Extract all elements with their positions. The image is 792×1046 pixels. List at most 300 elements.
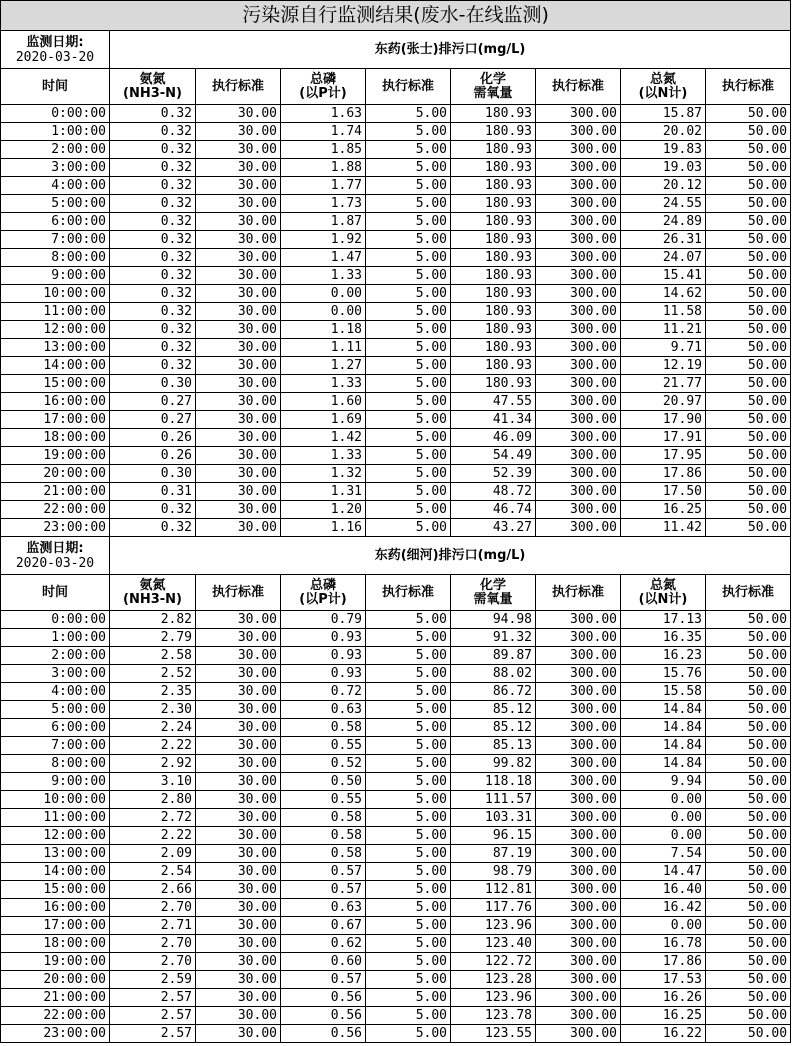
table-row [1,483,791,501]
cell-cod-std: 300.00 [536,249,621,267]
cell-tp-std: 5.00 [366,465,451,483]
cell-cod: 99.82 [451,755,536,773]
cell-nh3n-std: 30.00 [196,1025,281,1043]
cell-cod: 87.19 [451,845,536,863]
header-standard: 执行标准 [366,69,451,105]
table-row [1,177,791,195]
cell-tn: 17.53 [621,971,706,989]
cell-cod-std: 300.00 [536,123,621,141]
cell-tn-std: 50.00 [706,863,791,881]
cell-tn: 19.83 [621,141,706,159]
table-row [1,755,791,773]
header-cod [451,575,536,611]
cell-tn: 20.02 [621,123,706,141]
cell-cod: 88.02 [451,665,536,683]
cell-tn: 24.89 [621,213,706,231]
cell-nh3n-std: 30.00 [196,249,281,267]
cell-nh3n-std: 30.00 [196,809,281,827]
monitoring-date-label: 监测日期: [26,34,84,50]
cell-tn-std: 50.00 [706,665,791,683]
cell-tp-std: 5.00 [366,1025,451,1043]
cell-time: 13:00:00 [1,845,110,863]
cell-tn: 15.87 [621,105,706,123]
cell-cod: 180.93 [451,375,536,393]
cell-nh3n: 2.57 [110,1025,196,1043]
header-total-nitrogen [621,69,706,105]
cell-tp: 0.57 [281,863,366,881]
cell-tn-std: 50.00 [706,177,791,195]
cell-tn: 14.62 [621,285,706,303]
cell-time: 23:00:00 [1,519,110,537]
header-total-nitrogen [621,575,706,611]
cell-cod: 123.96 [451,989,536,1007]
cell-cod-std: 300.00 [536,737,621,755]
table-row [1,447,791,465]
cell-tn: 14.47 [621,863,706,881]
cell-cod: 180.93 [451,321,536,339]
cell-tn: 16.42 [621,899,706,917]
cell-tp-std: 5.00 [366,719,451,737]
cell-nh3n-std: 30.00 [196,953,281,971]
cell-cod-std: 300.00 [536,231,621,249]
cell-nh3n: 0.32 [110,267,196,285]
cell-cod: 96.15 [451,827,536,845]
cell-tp-std: 5.00 [366,501,451,519]
cell-tp: 0.56 [281,1007,366,1025]
cell-cod: 180.93 [451,159,536,177]
cell-cod: 180.93 [451,141,536,159]
cell-nh3n: 2.70 [110,935,196,953]
table-row [1,231,791,249]
table-row [1,701,791,719]
table-row [1,989,791,1007]
table-row [1,737,791,755]
cell-nh3n: 2.59 [110,971,196,989]
cell-tp-std: 5.00 [366,195,451,213]
table-row [1,285,791,303]
cell-cod: 123.40 [451,935,536,953]
cell-tn-std: 50.00 [706,791,791,809]
cell-tp-std: 5.00 [366,611,451,629]
cell-tn: 11.42 [621,519,706,537]
cell-nh3n-std: 30.00 [196,989,281,1007]
monitoring-date-value: 2020-03-20 [15,49,95,65]
cell-tp: 0.58 [281,719,366,737]
table-row [1,501,791,519]
cell-cod: 85.12 [451,701,536,719]
cell-tp-std: 5.00 [366,773,451,791]
header-total-nitrogen-line1: 总氮 [649,577,676,593]
cell-tn-std: 50.00 [706,249,791,267]
cell-nh3n: 0.32 [110,231,196,249]
cell-time: 6:00:00 [1,719,110,737]
cell-tn: 16.78 [621,935,706,953]
cell-nh3n-std: 30.00 [196,285,281,303]
header-standard: 执行标准 [536,575,621,611]
cell-nh3n: 2.22 [110,827,196,845]
cell-nh3n: 2.70 [110,953,196,971]
cell-nh3n-std: 30.00 [196,899,281,917]
cell-nh3n-std: 30.00 [196,701,281,719]
table-row [1,809,791,827]
cell-cod-std: 300.00 [536,447,621,465]
cell-tn: 17.13 [621,611,706,629]
cell-tp: 0.57 [281,881,366,899]
cell-cod: 180.93 [451,267,536,285]
cell-time: 22:00:00 [1,1007,110,1025]
cell-tn-std: 50.00 [706,267,791,285]
cell-tp-std: 5.00 [366,285,451,303]
cell-nh3n: 0.32 [110,195,196,213]
table-row [1,411,791,429]
cell-cod-std: 300.00 [536,519,621,537]
cell-tp: 1.16 [281,519,366,537]
cell-time: 14:00:00 [1,357,110,375]
cell-nh3n-std: 30.00 [196,501,281,519]
cell-nh3n: 2.71 [110,917,196,935]
cell-cod-std: 300.00 [536,647,621,665]
table-row [1,881,791,899]
cell-tp-std: 5.00 [366,231,451,249]
header-total-phosphorus-line2: (以P计) [299,591,347,607]
cell-cod: 112.81 [451,881,536,899]
cell-cod: 180.93 [451,303,536,321]
cell-time: 12:00:00 [1,321,110,339]
cell-nh3n: 2.35 [110,683,196,701]
cell-time: 18:00:00 [1,429,110,447]
cell-time: 22:00:00 [1,501,110,519]
cell-tn: 21.77 [621,375,706,393]
cell-cod: 89.87 [451,647,536,665]
table-row [1,1007,791,1025]
cell-tp-std: 5.00 [366,845,451,863]
cell-nh3n-std: 30.00 [196,881,281,899]
cell-tp: 0.52 [281,755,366,773]
cell-nh3n: 0.32 [110,321,196,339]
cell-nh3n-std: 30.00 [196,465,281,483]
cell-time: 2:00:00 [1,141,110,159]
cell-cod: 103.31 [451,809,536,827]
cell-tp-std: 5.00 [366,701,451,719]
cell-tn: 16.40 [621,881,706,899]
outlet-name: 东药(张士)排污口(mg/L) [110,31,791,69]
cell-time: 4:00:00 [1,683,110,701]
cell-cod: 180.93 [451,339,536,357]
cell-time: 13:00:00 [1,339,110,357]
cell-tn-std: 50.00 [706,629,791,647]
cell-nh3n: 2.30 [110,701,196,719]
cell-time: 17:00:00 [1,917,110,935]
cell-tn-std: 50.00 [706,935,791,953]
cell-nh3n: 0.26 [110,429,196,447]
cell-tn: 16.35 [621,629,706,647]
cell-cod-std: 300.00 [536,953,621,971]
header-total-nitrogen-line2: (以N计) [638,85,688,101]
cell-tn: 20.12 [621,177,706,195]
cell-tp-std: 5.00 [366,177,451,195]
cell-tp-std: 5.00 [366,375,451,393]
cell-tn-std: 50.00 [706,809,791,827]
cell-cod-std: 300.00 [536,899,621,917]
cell-tn-std: 50.00 [706,845,791,863]
cell-tp: 1.63 [281,105,366,123]
cell-cod: 46.74 [451,501,536,519]
cell-cod-std: 300.00 [536,321,621,339]
cell-cod-std: 300.00 [536,159,621,177]
cell-tp: 1.33 [281,447,366,465]
cell-tp-std: 5.00 [366,429,451,447]
cell-tp-std: 5.00 [366,483,451,501]
cell-tp: 0.57 [281,971,366,989]
cell-cod-std: 300.00 [536,845,621,863]
cell-cod: 180.93 [451,249,536,267]
cell-cod: 180.93 [451,357,536,375]
cell-time: 15:00:00 [1,375,110,393]
cell-cod-std: 300.00 [536,105,621,123]
cell-nh3n-std: 30.00 [196,339,281,357]
header-standard: 执行标准 [706,69,791,105]
table-row [1,827,791,845]
cell-nh3n-std: 30.00 [196,971,281,989]
header-total-phosphorus-line1: 总磷 [309,71,336,87]
cell-tp: 1.11 [281,339,366,357]
cell-cod-std: 300.00 [536,863,621,881]
cell-tp-std: 5.00 [366,1007,451,1025]
cell-time: 3:00:00 [1,665,110,683]
cell-nh3n: 0.31 [110,483,196,501]
monitoring-date-label: 监测日期: [26,540,84,556]
cell-time: 10:00:00 [1,285,110,303]
cell-tp: 1.87 [281,213,366,231]
cell-tp-std: 5.00 [366,249,451,267]
cell-tp: 0.63 [281,701,366,719]
cell-tp-std: 5.00 [366,141,451,159]
cell-nh3n-std: 30.00 [196,1007,281,1025]
cell-nh3n: 2.70 [110,899,196,917]
cell-tp: 0.72 [281,683,366,701]
header-standard: 执行标准 [706,575,791,611]
table-row [1,647,791,665]
cell-cod-std: 300.00 [536,483,621,501]
monitoring-date-cell [1,31,110,69]
table-row [1,303,791,321]
cell-tn-std: 50.00 [706,357,791,375]
cell-tp: 1.33 [281,267,366,285]
cell-tp: 1.85 [281,141,366,159]
cell-nh3n-std: 30.00 [196,773,281,791]
cell-tp: 0.55 [281,737,366,755]
cell-tn-std: 50.00 [706,881,791,899]
cell-tn: 9.94 [621,773,706,791]
cell-tp-std: 5.00 [366,647,451,665]
cell-time: 4:00:00 [1,177,110,195]
cell-tn: 14.84 [621,755,706,773]
column-header-row [1,575,791,611]
cell-tn-std: 50.00 [706,393,791,411]
cell-cod-std: 300.00 [536,683,621,701]
cell-tn-std: 50.00 [706,141,791,159]
cell-cod-std: 300.00 [536,827,621,845]
cell-tp-std: 5.00 [366,881,451,899]
cell-nh3n-std: 30.00 [196,917,281,935]
cell-tp: 0.00 [281,303,366,321]
cell-nh3n-std: 30.00 [196,267,281,285]
cell-tn: 16.23 [621,647,706,665]
cell-nh3n: 3.10 [110,773,196,791]
cell-tp: 1.74 [281,123,366,141]
cell-nh3n-std: 30.00 [196,429,281,447]
cell-cod-std: 300.00 [536,429,621,447]
table-row [1,719,791,737]
table-row [1,375,791,393]
cell-cod: 180.93 [451,213,536,231]
cell-tp-std: 5.00 [366,899,451,917]
cell-nh3n-std: 30.00 [196,177,281,195]
cell-tn-std: 50.00 [706,447,791,465]
cell-nh3n: 0.32 [110,141,196,159]
cell-cod-std: 300.00 [536,611,621,629]
cell-nh3n: 2.79 [110,629,196,647]
table-row [1,519,791,537]
cell-cod-std: 300.00 [536,971,621,989]
cell-tn: 15.41 [621,267,706,285]
cell-tp-std: 5.00 [366,123,451,141]
table-row [1,465,791,483]
cell-nh3n: 0.27 [110,393,196,411]
cell-nh3n: 2.80 [110,791,196,809]
cell-time: 20:00:00 [1,465,110,483]
cell-tn-std: 50.00 [706,701,791,719]
cell-time: 21:00:00 [1,483,110,501]
cell-cod-std: 300.00 [536,773,621,791]
cell-tn: 14.84 [621,701,706,719]
cell-nh3n: 2.52 [110,665,196,683]
cell-time: 16:00:00 [1,899,110,917]
cell-tn-std: 50.00 [706,429,791,447]
cell-tn-std: 50.00 [706,719,791,737]
cell-tp: 1.18 [281,321,366,339]
cell-tn: 0.00 [621,791,706,809]
header-time: 时间 [1,69,110,105]
cell-tp: 0.93 [281,665,366,683]
cell-cod-std: 300.00 [536,177,621,195]
cell-tn: 17.90 [621,411,706,429]
cell-time: 18:00:00 [1,935,110,953]
cell-nh3n: 0.32 [110,249,196,267]
cell-tp-std: 5.00 [366,665,451,683]
cell-cod: 54.49 [451,447,536,465]
cell-tn-std: 50.00 [706,971,791,989]
cell-nh3n-std: 30.00 [196,231,281,249]
cell-tn: 0.00 [621,827,706,845]
cell-cod-std: 300.00 [536,339,621,357]
cell-time: 15:00:00 [1,881,110,899]
cell-tp-std: 5.00 [366,683,451,701]
cell-nh3n-std: 30.00 [196,683,281,701]
cell-nh3n-std: 30.00 [196,647,281,665]
cell-cod: 123.28 [451,971,536,989]
cell-nh3n: 0.32 [110,177,196,195]
section-header-row [1,537,791,575]
cell-time: 20:00:00 [1,971,110,989]
cell-tp: 1.73 [281,195,366,213]
table-row [1,611,791,629]
cell-tn-std: 50.00 [706,917,791,935]
cell-nh3n-std: 30.00 [196,827,281,845]
cell-time: 14:00:00 [1,863,110,881]
header-nh3n-line1: 氨氮 [139,577,166,593]
cell-nh3n-std: 30.00 [196,935,281,953]
cell-nh3n: 2.92 [110,755,196,773]
cell-cod: 91.32 [451,629,536,647]
cell-cod-std: 300.00 [536,303,621,321]
cell-tn: 17.86 [621,953,706,971]
cell-nh3n-std: 30.00 [196,845,281,863]
header-time: 时间 [1,575,110,611]
header-standard: 执行标准 [196,575,281,611]
cell-tp-std: 5.00 [366,755,451,773]
cell-tn-std: 50.00 [706,105,791,123]
cell-tp-std: 5.00 [366,863,451,881]
cell-cod-std: 300.00 [536,357,621,375]
cell-cod-std: 300.00 [536,629,621,647]
cell-cod: 94.98 [451,611,536,629]
cell-tp: 0.55 [281,791,366,809]
cell-tn-std: 50.00 [706,231,791,249]
cell-cod: 180.93 [451,177,536,195]
cell-time: 3:00:00 [1,159,110,177]
cell-nh3n-std: 30.00 [196,195,281,213]
table-row [1,339,791,357]
header-nh3n-line2: (NH3-N) [123,85,182,101]
cell-tp-std: 5.00 [366,411,451,429]
cell-tn: 16.25 [621,1007,706,1025]
cell-nh3n-std: 30.00 [196,755,281,773]
cell-time: 17:00:00 [1,411,110,429]
cell-tp: 0.62 [281,935,366,953]
table-row [1,971,791,989]
cell-cod-std: 300.00 [536,213,621,231]
cell-tp: 1.27 [281,357,366,375]
cell-tn: 11.58 [621,303,706,321]
cell-cod: 117.76 [451,899,536,917]
cell-nh3n-std: 30.00 [196,303,281,321]
cell-nh3n-std: 30.00 [196,141,281,159]
cell-tn: 19.03 [621,159,706,177]
cell-tn-std: 50.00 [706,827,791,845]
header-cod-line2: 需氧量 [473,591,513,607]
cell-cod: 118.18 [451,773,536,791]
cell-time: 23:00:00 [1,1025,110,1043]
cell-tn-std: 50.00 [706,285,791,303]
table-row [1,899,791,917]
cell-tn-std: 50.00 [706,375,791,393]
cell-nh3n: 2.82 [110,611,196,629]
cell-nh3n: 0.32 [110,501,196,519]
table-row [1,393,791,411]
table-row [1,953,791,971]
cell-cod: 123.96 [451,917,536,935]
cell-nh3n-std: 30.00 [196,105,281,123]
cell-tn-std: 50.00 [706,1007,791,1025]
cell-nh3n-std: 30.00 [196,411,281,429]
cell-cod-std: 300.00 [536,411,621,429]
cell-nh3n-std: 30.00 [196,483,281,501]
cell-time: 5:00:00 [1,195,110,213]
cell-nh3n: 0.32 [110,285,196,303]
cell-tp-std: 5.00 [366,737,451,755]
table-row [1,935,791,953]
